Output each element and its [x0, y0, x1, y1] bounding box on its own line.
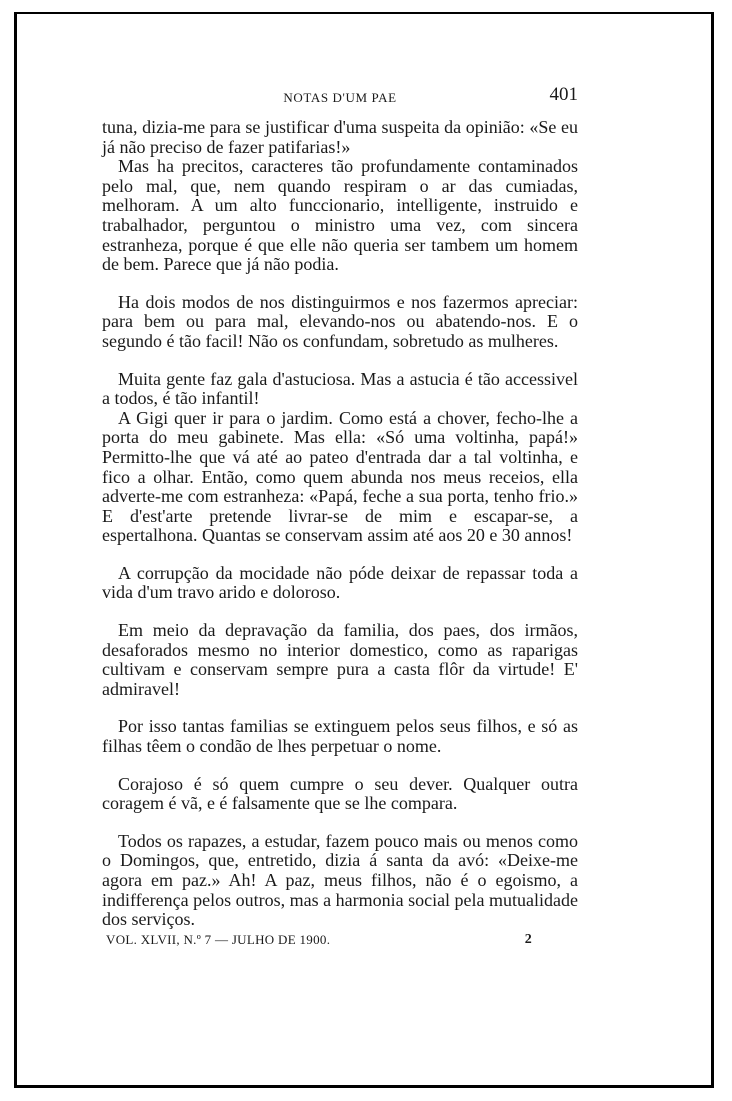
paragraph: tuna, dizia-me para se justificar d'uma suspeita da opinião: «Se eu já não preciso de fazer patifarias!» — [102, 117, 578, 157]
volume-info: VOL. XLVII, N.º 7 — JULHO DE 1900. — [106, 931, 331, 947]
paragraph: Todos os rapazes, a estudar, fazem pouco mais ou menos como o Domingos, que, entretido, dizia á santa da avó: «Deixe-me agora em paz.» Ah! A paz, meus filhos, não é o egoismo, a indifferença pelos outros, mas a harmonia social pela mutualidade dos serviços. — [102, 830, 579, 930]
paragraph: A Gigi quer ir para o jardim. Como está a chover, fecho-lhe a porta do meu gabinete. Mas ella: «Só uma voltinha, papá!» Permitto-lhe que vá até ao pateo d'entrada dar a tal voltinha, e fico a olhar. Então, como quem abunda nos meus receios, ella adverte-me com estranheza: «Papá, feche a sua porta, tenho frio.» E d'est'arte pretende livrar-se de mim e escapar-se, a espertalhona. Quantas se conservam assim até aos 20 e 30 annos! — [102, 407, 578, 546]
paragraph: Mas ha precitos, caracteres tão profundamente contaminados pelo mal, que, nem quando respiram o ar das cumiadas, melhoram. A um alto funccionario, intelligente, instruido e trabalhador, perguntou o ministro uma vez, com sincera estranheza, porque é que elle não queria ser tambem um homem de bem. Parece que já não podia. — [102, 156, 578, 275]
running-title: NOTAS D'UM PAE — [283, 90, 397, 105]
page-footer — [102, 932, 578, 952]
signature-mark: 2 — [524, 931, 532, 947]
paragraph: Muita gente faz gala d'astuciosa. Mas a astucia é tão accessivel a todos, é tão infantil! — [102, 368, 578, 409]
book-page — [102, 84, 578, 952]
paragraph: Ha dois modos de nos distinguirmos e nos fazermos apreciar: para bem ou para mal, elevando-nos ou abatendo-nos. E o segundo é tão facil! Não os confundam, sobretudo as mulheres. — [102, 291, 578, 351]
paragraph: A corrupção da mocidade não póde deixar de repassar toda a vida d'um travo arido e doloroso. — [102, 562, 578, 603]
paragraph: Em meio da depravação da familia, dos paes, dos irmãos, desaforados mesmo no interior domestico, como as raparigas cultivam e conservam sempre pura a casta flôr da virtude! E' admiravel! — [102, 620, 578, 699]
paragraph: Corajoso é só quem cumpre o seu dever. Qualquer outra coragem é vã, e é falsamente que se lhe compara. — [102, 773, 578, 814]
page-header — [102, 84, 578, 108]
body-text — [102, 118, 578, 930]
page-number: 401 — [549, 84, 578, 105]
paragraph: Por isso tantas familias se extinguem pelos seus filhos, e só as filhas têem o condão de lhes perpetuar o nome. — [102, 716, 578, 757]
